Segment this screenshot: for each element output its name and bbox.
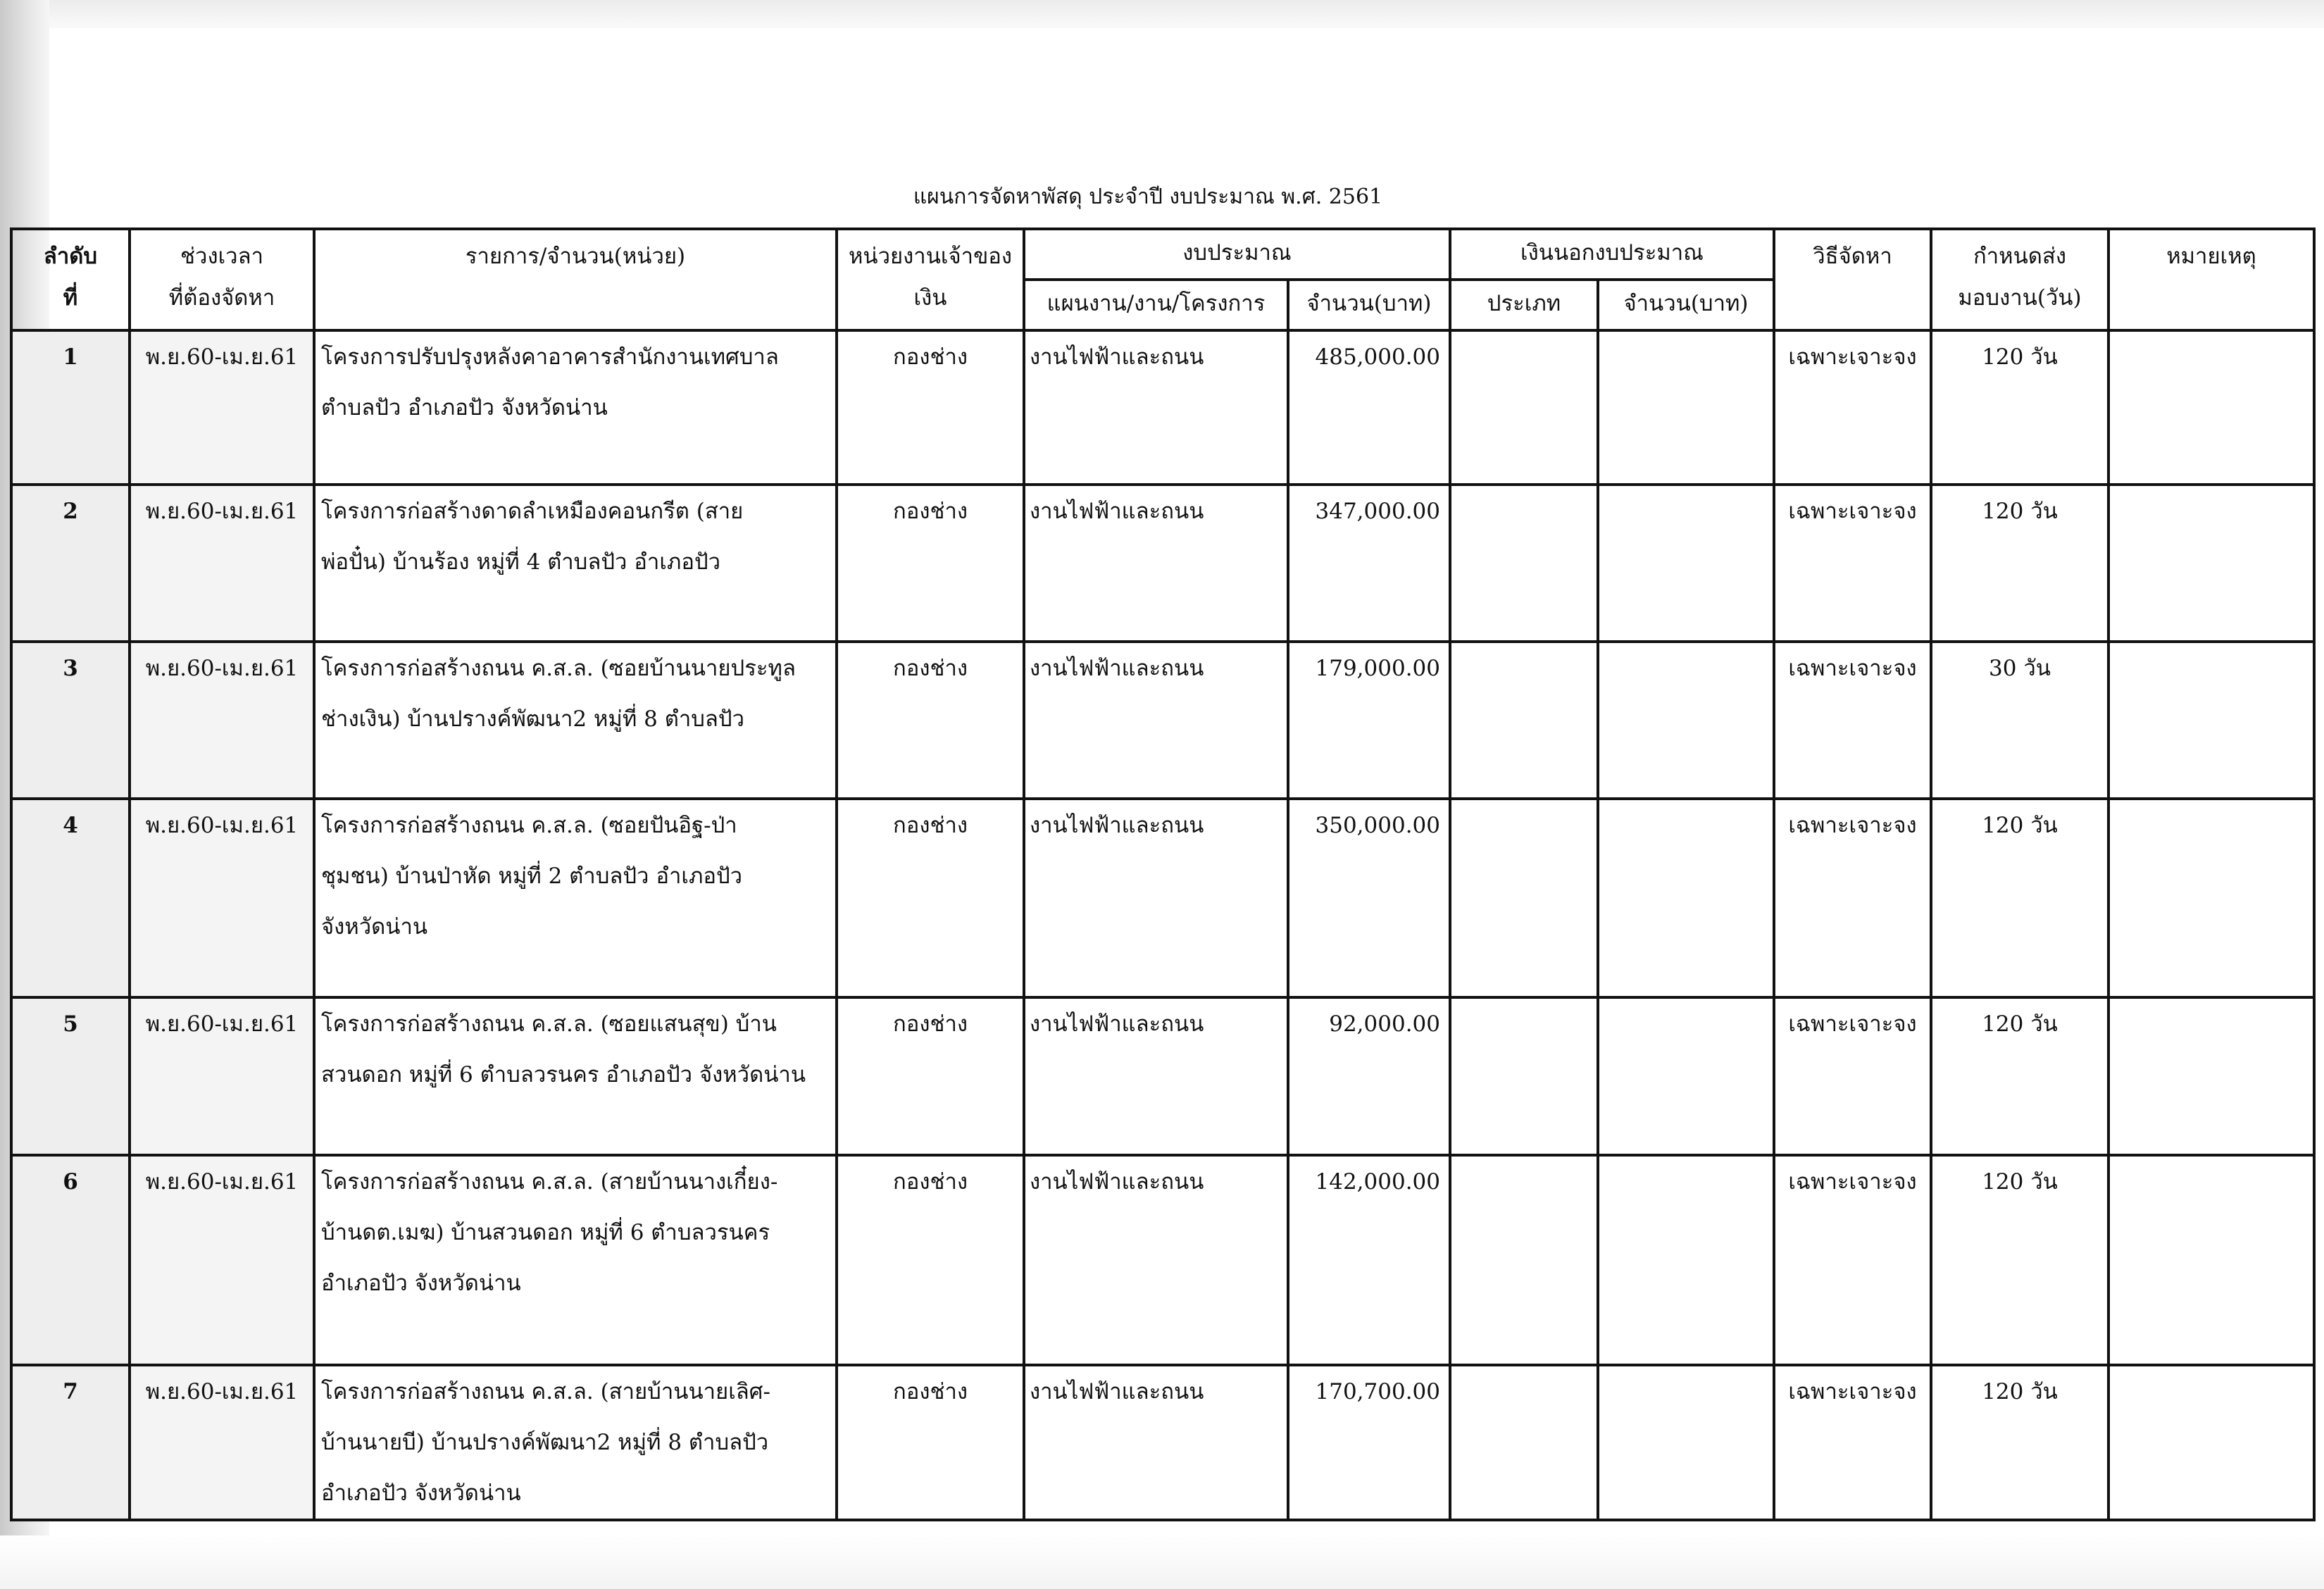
cell-nonbudget-amount	[1598, 485, 1774, 642]
table-row	[11, 1155, 2314, 1365]
cell-dept: กองช่าง	[837, 1155, 1024, 1365]
table-body	[11, 330, 2314, 1520]
cell-budget-plan: งานไฟฟ้าและถนน	[1024, 485, 1288, 642]
header-dept: หน่วยงานเจ้าของ เงิน	[837, 229, 1024, 330]
header-deliver: กำหนดส่ง มอบงาน(วัน)	[1931, 229, 2109, 330]
cell-dept: กองช่าง	[837, 997, 1024, 1155]
cell-description: โครงการปรับปรุงหลังคาอาคารสำนักงานเทศบาล ตำบลปัว อำเภอปัว จังหวัดน่าน	[314, 330, 837, 485]
cell-dept: กองช่าง	[837, 1365, 1024, 1520]
table-row	[11, 642, 2314, 799]
cell-budget-amount: 142,000.00	[1288, 1155, 1450, 1365]
cell-period: พ.ย.60-เม.ย.61	[130, 799, 314, 997]
cell-budget-amount: 350,000.00	[1288, 799, 1450, 997]
cell-nonbudget-amount	[1598, 1155, 1774, 1365]
cell-dept: กองช่าง	[837, 642, 1024, 799]
cell-deliver: 120 วัน	[1931, 997, 2109, 1155]
cell-deliver: 120 วัน	[1931, 1155, 2109, 1365]
table-header	[11, 229, 2314, 330]
cell-period: พ.ย.60-เม.ย.61	[130, 330, 314, 485]
cell-budget-amount: 485,000.00	[1288, 330, 1450, 485]
cell-description: โครงการก่อสร้างถนน ค.ส.ล. (สายบ้านนางเกี๋ยง- บ้านดต.เมฆ) บ้านสวนดอก หมู่ที่ 6 ตำบลวรนคร อำเภอปัว จังหวัดน่าน	[314, 1155, 837, 1365]
cell-period: พ.ย.60-เม.ย.61	[130, 1365, 314, 1520]
cell-period: พ.ย.60-เม.ย.61	[130, 642, 314, 799]
scan-shadow-bottom	[0, 1535, 2324, 1589]
cell-method: เฉพาะเจาะจง	[1774, 997, 1931, 1155]
cell-description: โครงการก่อสร้างถนน ค.ส.ล. (สายบ้านนายเลิศ- บ้านนายบี) บ้านปรางค์พัฒนา2 หมู่ที่ 8 ตำบลปัว อำเภอปัว จังหวัดน่าน	[314, 1365, 837, 1520]
cell-nonbudget-type	[1450, 1155, 1598, 1365]
cell-nonbudget-amount	[1598, 330, 1774, 485]
cell-remark	[2109, 997, 2314, 1155]
cell-deliver: 120 วัน	[1931, 799, 2109, 997]
cell-period: พ.ย.60-เม.ย.61	[130, 1155, 314, 1365]
cell-no: 6	[11, 1155, 130, 1365]
cell-period: พ.ย.60-เม.ย.61	[130, 485, 314, 642]
header-budget: งบประมาณ	[1024, 229, 1450, 280]
cell-period: พ.ย.60-เม.ย.61	[130, 997, 314, 1155]
cell-budget-plan: งานไฟฟ้าและถนน	[1024, 1365, 1288, 1520]
cell-description: โครงการก่อสร้างถนน ค.ส.ล. (ซอยแสนสุข) บ้าน สวนดอก หมู่ที่ 6 ตำบลวรนคร อำเภอปัว จังหวัดน่าน	[314, 997, 837, 1155]
header-nonbudget-amount: จำนวน(บาท)	[1598, 280, 1774, 330]
cell-nonbudget-amount	[1598, 799, 1774, 997]
cell-no: 2	[11, 485, 130, 642]
header-nonbudget-type: ประเภท	[1450, 280, 1598, 330]
cell-dept: กองช่าง	[837, 485, 1024, 642]
cell-budget-plan: งานไฟฟ้าและถนน	[1024, 1155, 1288, 1365]
header-budget-plan: แผนงาน/งาน/โครงการ	[1024, 280, 1288, 330]
cell-method: เฉพาะเจาะจง	[1774, 485, 1931, 642]
document-title: แผนการจัดหาพัสดุ ประจำปี งบประมาณ พ.ศ. 2561	[913, 185, 1383, 209]
cell-budget-plan: งานไฟฟ้าและถนน	[1024, 330, 1288, 485]
header-period: ช่วงเวลา ที่ต้องจัดหา	[130, 229, 314, 330]
cell-budget-plan: งานไฟฟ้าและถนน	[1024, 997, 1288, 1155]
cell-nonbudget-type	[1450, 799, 1598, 997]
header-remark: หมายเหตุ	[2109, 229, 2314, 330]
procurement-plan-table	[10, 228, 2316, 1521]
header-method: วิธีจัดหา	[1774, 229, 1931, 330]
cell-budget-amount: 92,000.00	[1288, 997, 1450, 1155]
table-row	[11, 1365, 2314, 1520]
cell-description: โครงการก่อสร้างถนน ค.ส.ล. (ซอยบ้านนายประทูล ช่างเงิน) บ้านปรางค์พัฒนา2 หมู่ที่ 8 ตำบลปัว	[314, 642, 837, 799]
cell-nonbudget-type	[1450, 997, 1598, 1155]
cell-method: เฉพาะเจาะจง	[1774, 330, 1931, 485]
cell-deliver: 120 วัน	[1931, 485, 2109, 642]
cell-remark	[2109, 485, 2314, 642]
cell-budget-amount: 170,700.00	[1288, 1365, 1450, 1520]
cell-method: เฉพาะเจาะจง	[1774, 1155, 1931, 1365]
cell-budget-plan: งานไฟฟ้าและถนน	[1024, 642, 1288, 799]
cell-description: โครงการก่อสร้างดาดลำเหมืองคอนกรีต (สาย พ่อปั๋น) บ้านร้อง หมู่ที่ 4 ตำบลปัว อำเภอปัว	[314, 485, 837, 642]
cell-remark	[2109, 799, 2314, 997]
cell-no: 7	[11, 1365, 130, 1520]
cell-nonbudget-amount	[1598, 642, 1774, 799]
cell-dept: กองช่าง	[837, 330, 1024, 485]
cell-nonbudget-type	[1450, 485, 1598, 642]
cell-no: 3	[11, 642, 130, 799]
cell-method: เฉพาะเจาะจง	[1774, 1365, 1931, 1520]
cell-deliver: 30 วัน	[1931, 642, 2109, 799]
cell-method: เฉพาะเจาะจง	[1774, 642, 1931, 799]
header-item: รายการ/จำนวน(หน่วย)	[314, 229, 837, 330]
table-row	[11, 485, 2314, 642]
cell-budget-plan: งานไฟฟ้าและถนน	[1024, 799, 1288, 997]
cell-method: เฉพาะเจาะจง	[1774, 799, 1931, 997]
cell-remark	[2109, 642, 2314, 799]
table-row	[11, 330, 2314, 485]
header-budget-amount: จำนวน(บาท)	[1288, 280, 1450, 330]
cell-remark	[2109, 330, 2314, 485]
cell-remark	[2109, 1365, 2314, 1520]
cell-budget-amount: 347,000.00	[1288, 485, 1450, 642]
cell-nonbudget-amount	[1598, 997, 1774, 1155]
cell-nonbudget-type	[1450, 1365, 1598, 1520]
table-row	[11, 799, 2314, 997]
cell-nonbudget-type	[1450, 642, 1598, 799]
header-nonbudget: เงินนอกงบประมาณ	[1450, 229, 1774, 280]
cell-no: 4	[11, 799, 130, 997]
header-no: ลำดับ ที่	[11, 229, 130, 330]
cell-dept: กองช่าง	[837, 799, 1024, 997]
cell-nonbudget-amount	[1598, 1365, 1774, 1520]
cell-deliver: 120 วัน	[1931, 330, 2109, 485]
cell-deliver: 120 วัน	[1931, 1365, 2109, 1520]
table-row	[11, 997, 2314, 1155]
cell-budget-amount: 179,000.00	[1288, 642, 1450, 799]
cell-nonbudget-type	[1450, 330, 1598, 485]
scan-edge-top	[0, 0, 2324, 28]
cell-description: โครงการก่อสร้างถนน ค.ส.ล. (ซอยปันอิฐ-ป่า ชุมชน) บ้านป่าหัด หมู่ที่ 2 ตำบลปัว อำเภอปัว จังหวัดน่าน	[314, 799, 837, 997]
cell-no: 5	[11, 997, 130, 1155]
cell-remark	[2109, 1155, 2314, 1365]
cell-no: 1	[11, 330, 130, 485]
